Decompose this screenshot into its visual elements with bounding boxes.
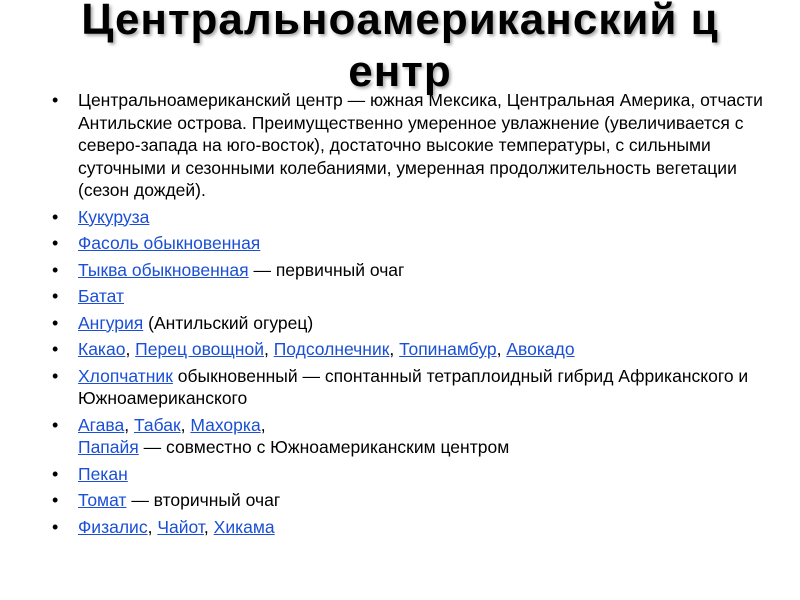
title-line-1: Центральноамериканский ц (81, 0, 719, 44)
separator: , (203, 516, 214, 537)
link-hikama[interactable]: Хикама (213, 516, 275, 537)
list-item (48, 232, 768, 255)
separator: , (124, 414, 134, 435)
link-mahorka[interactable]: Махорка (190, 414, 261, 435)
link-kakao[interactable]: Какао (78, 339, 126, 359)
list-item (48, 365, 768, 410)
list-item (48, 463, 768, 486)
separator: , (180, 414, 191, 435)
list-item-intro (48, 89, 768, 202)
list-item (48, 516, 768, 539)
link-podsolnechnik[interactable]: Подсолнечник (273, 339, 390, 359)
tomat-note: — вторичный очаг (126, 490, 281, 510)
page-title (20, 0, 780, 98)
link-anguriya[interactable]: Ангурия (78, 312, 144, 333)
link-kukuruza[interactable]: Кукуруза (78, 206, 150, 227)
list-item (48, 285, 768, 308)
list-item (48, 414, 768, 459)
separator: , (263, 339, 274, 359)
list-item (48, 489, 768, 512)
link-perets[interactable]: Перец овощной (135, 339, 264, 359)
separator: , (260, 414, 266, 435)
link-pekan[interactable]: Пекан (78, 463, 128, 484)
bullet-list (48, 89, 768, 542)
list-item (48, 259, 768, 282)
link-chaiot[interactable]: Чайот (157, 516, 204, 537)
separator: , (125, 339, 136, 359)
link-topinambur[interactable]: Топинамбур (399, 339, 497, 359)
link-tabak[interactable]: Табак (133, 414, 181, 435)
hlopchatnik-note: обыкновенный — спонтанный тетраплоидный гибрид Африканского и Южноамериканского (78, 365, 749, 408)
link-avokado[interactable]: Авокадо (506, 339, 575, 359)
list-item (48, 312, 768, 335)
link-tykva[interactable]: Тыква обыкновенная (78, 259, 249, 280)
separator: , (389, 339, 400, 359)
list-item (48, 206, 768, 229)
tykva-note: — первичный очаг (248, 259, 405, 280)
link-agava[interactable]: Агава (78, 414, 125, 435)
anguriya-note: (Антильский огурец) (143, 312, 314, 333)
intro-text: Центральноамериканский центр — южная Мексика, Центральная Америка, отчасти Антильские острова. Преимущественно умеренное увлажнение (увеличивается с северо-запада на юго-восток), достаточно высокие температуры, с сильными суточными и сезонными колебаниями, умеренная продолжительность вегетации (сезон дождей). (78, 90, 763, 200)
link-fizalis[interactable]: Физалис (78, 516, 148, 537)
list-item (48, 338, 768, 361)
title-line-2: ентр (348, 47, 452, 96)
link-batat[interactable]: Батат (78, 286, 125, 306)
link-fasol[interactable]: Фасоль обыкновенная (78, 233, 261, 253)
separator: , (496, 339, 507, 359)
link-papaiya[interactable]: Папайя (78, 437, 139, 457)
link-tomat[interactable]: Томат (78, 490, 127, 510)
papaiya-note: — совместно с Южноамериканским центром (138, 437, 510, 457)
separator: , (147, 516, 158, 537)
link-hlopchatnik[interactable]: Хлопчатник (78, 365, 173, 386)
